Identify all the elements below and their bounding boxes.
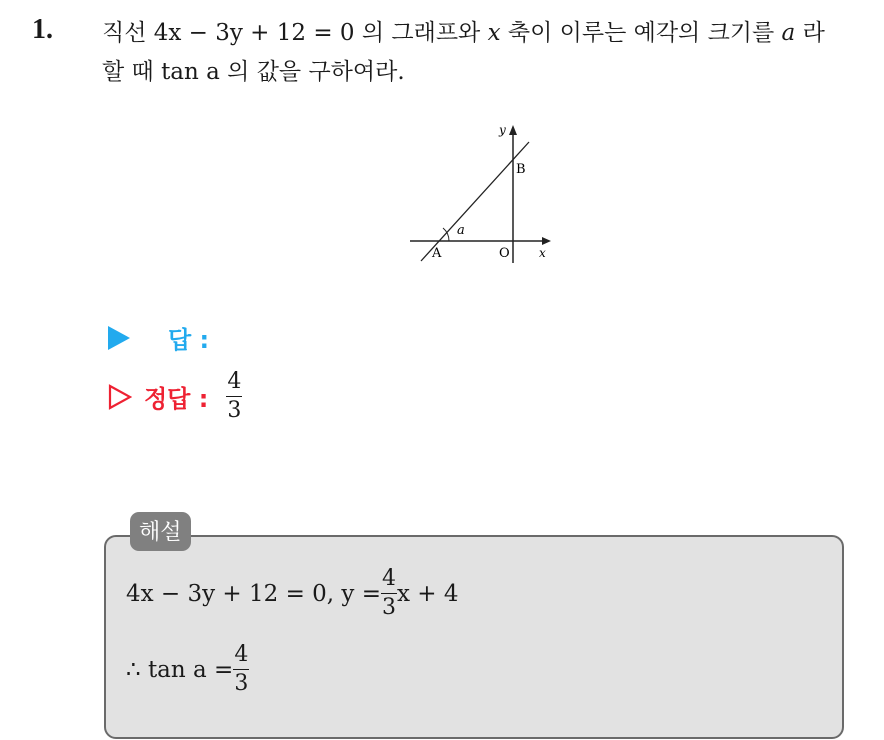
- q-line2-pre: 할 때: [102, 59, 162, 85]
- fraction-numerator: 4: [227, 369, 242, 394]
- angle-arc: [443, 228, 449, 241]
- slope-denominator: 3: [382, 595, 397, 620]
- solution-slope-fraction: [381, 567, 397, 620]
- y-axis-arrow: [509, 125, 517, 135]
- correct-answer-label: 정답 :: [144, 385, 209, 413]
- label-y: y: [499, 123, 506, 137]
- solution-line-1: [126, 567, 459, 620]
- q-line1-pre: 직선: [102, 20, 154, 46]
- label-angle: a: [457, 223, 465, 238]
- play-triangle-icon: [108, 326, 130, 350]
- answer-label: 답 :: [168, 326, 210, 354]
- label-o: O: [499, 246, 510, 261]
- q-line1-post: 축이 이루는 예각의 크기를: [500, 20, 782, 46]
- q-tan-expr: tan a: [161, 59, 220, 85]
- solution-tail: x + 4: [397, 580, 459, 607]
- solution-line-2: [126, 643, 249, 696]
- solution-answer-fraction: [233, 643, 249, 696]
- answer-denominator: 3: [234, 671, 249, 696]
- solution-conclusion: ∴ tan a =: [126, 656, 234, 683]
- correct-answer-fraction: [226, 370, 242, 423]
- slope-numerator: 4: [382, 566, 397, 591]
- solution-box: [104, 535, 844, 739]
- q-x-var: x: [487, 20, 501, 46]
- q-line1-end: 라: [795, 20, 825, 46]
- q-line2-post: 의 값을 구하여라.: [219, 59, 405, 85]
- question-text: [102, 14, 872, 92]
- line-graph-figure: [405, 118, 565, 268]
- answer-row: [108, 320, 209, 355]
- q-angle-var: a: [781, 20, 796, 46]
- label-b: B: [516, 162, 526, 177]
- correct-answer-row: [108, 370, 242, 423]
- solution-equation: 4x − 3y + 12 = 0, y =: [126, 580, 382, 607]
- q-equation: 4x − 3y + 12 = 0: [153, 20, 355, 46]
- q-line1-mid: 의 그래프와: [354, 20, 488, 46]
- outline-triangle-icon: [108, 384, 132, 410]
- label-x: x: [539, 246, 546, 260]
- label-a: A: [432, 246, 442, 261]
- x-axis-arrow: [542, 237, 551, 245]
- solution-tag: 해설: [130, 512, 191, 551]
- answer-numerator: 4: [234, 642, 249, 667]
- question-number: 1.: [32, 14, 53, 45]
- fraction-denominator: 3: [227, 398, 242, 423]
